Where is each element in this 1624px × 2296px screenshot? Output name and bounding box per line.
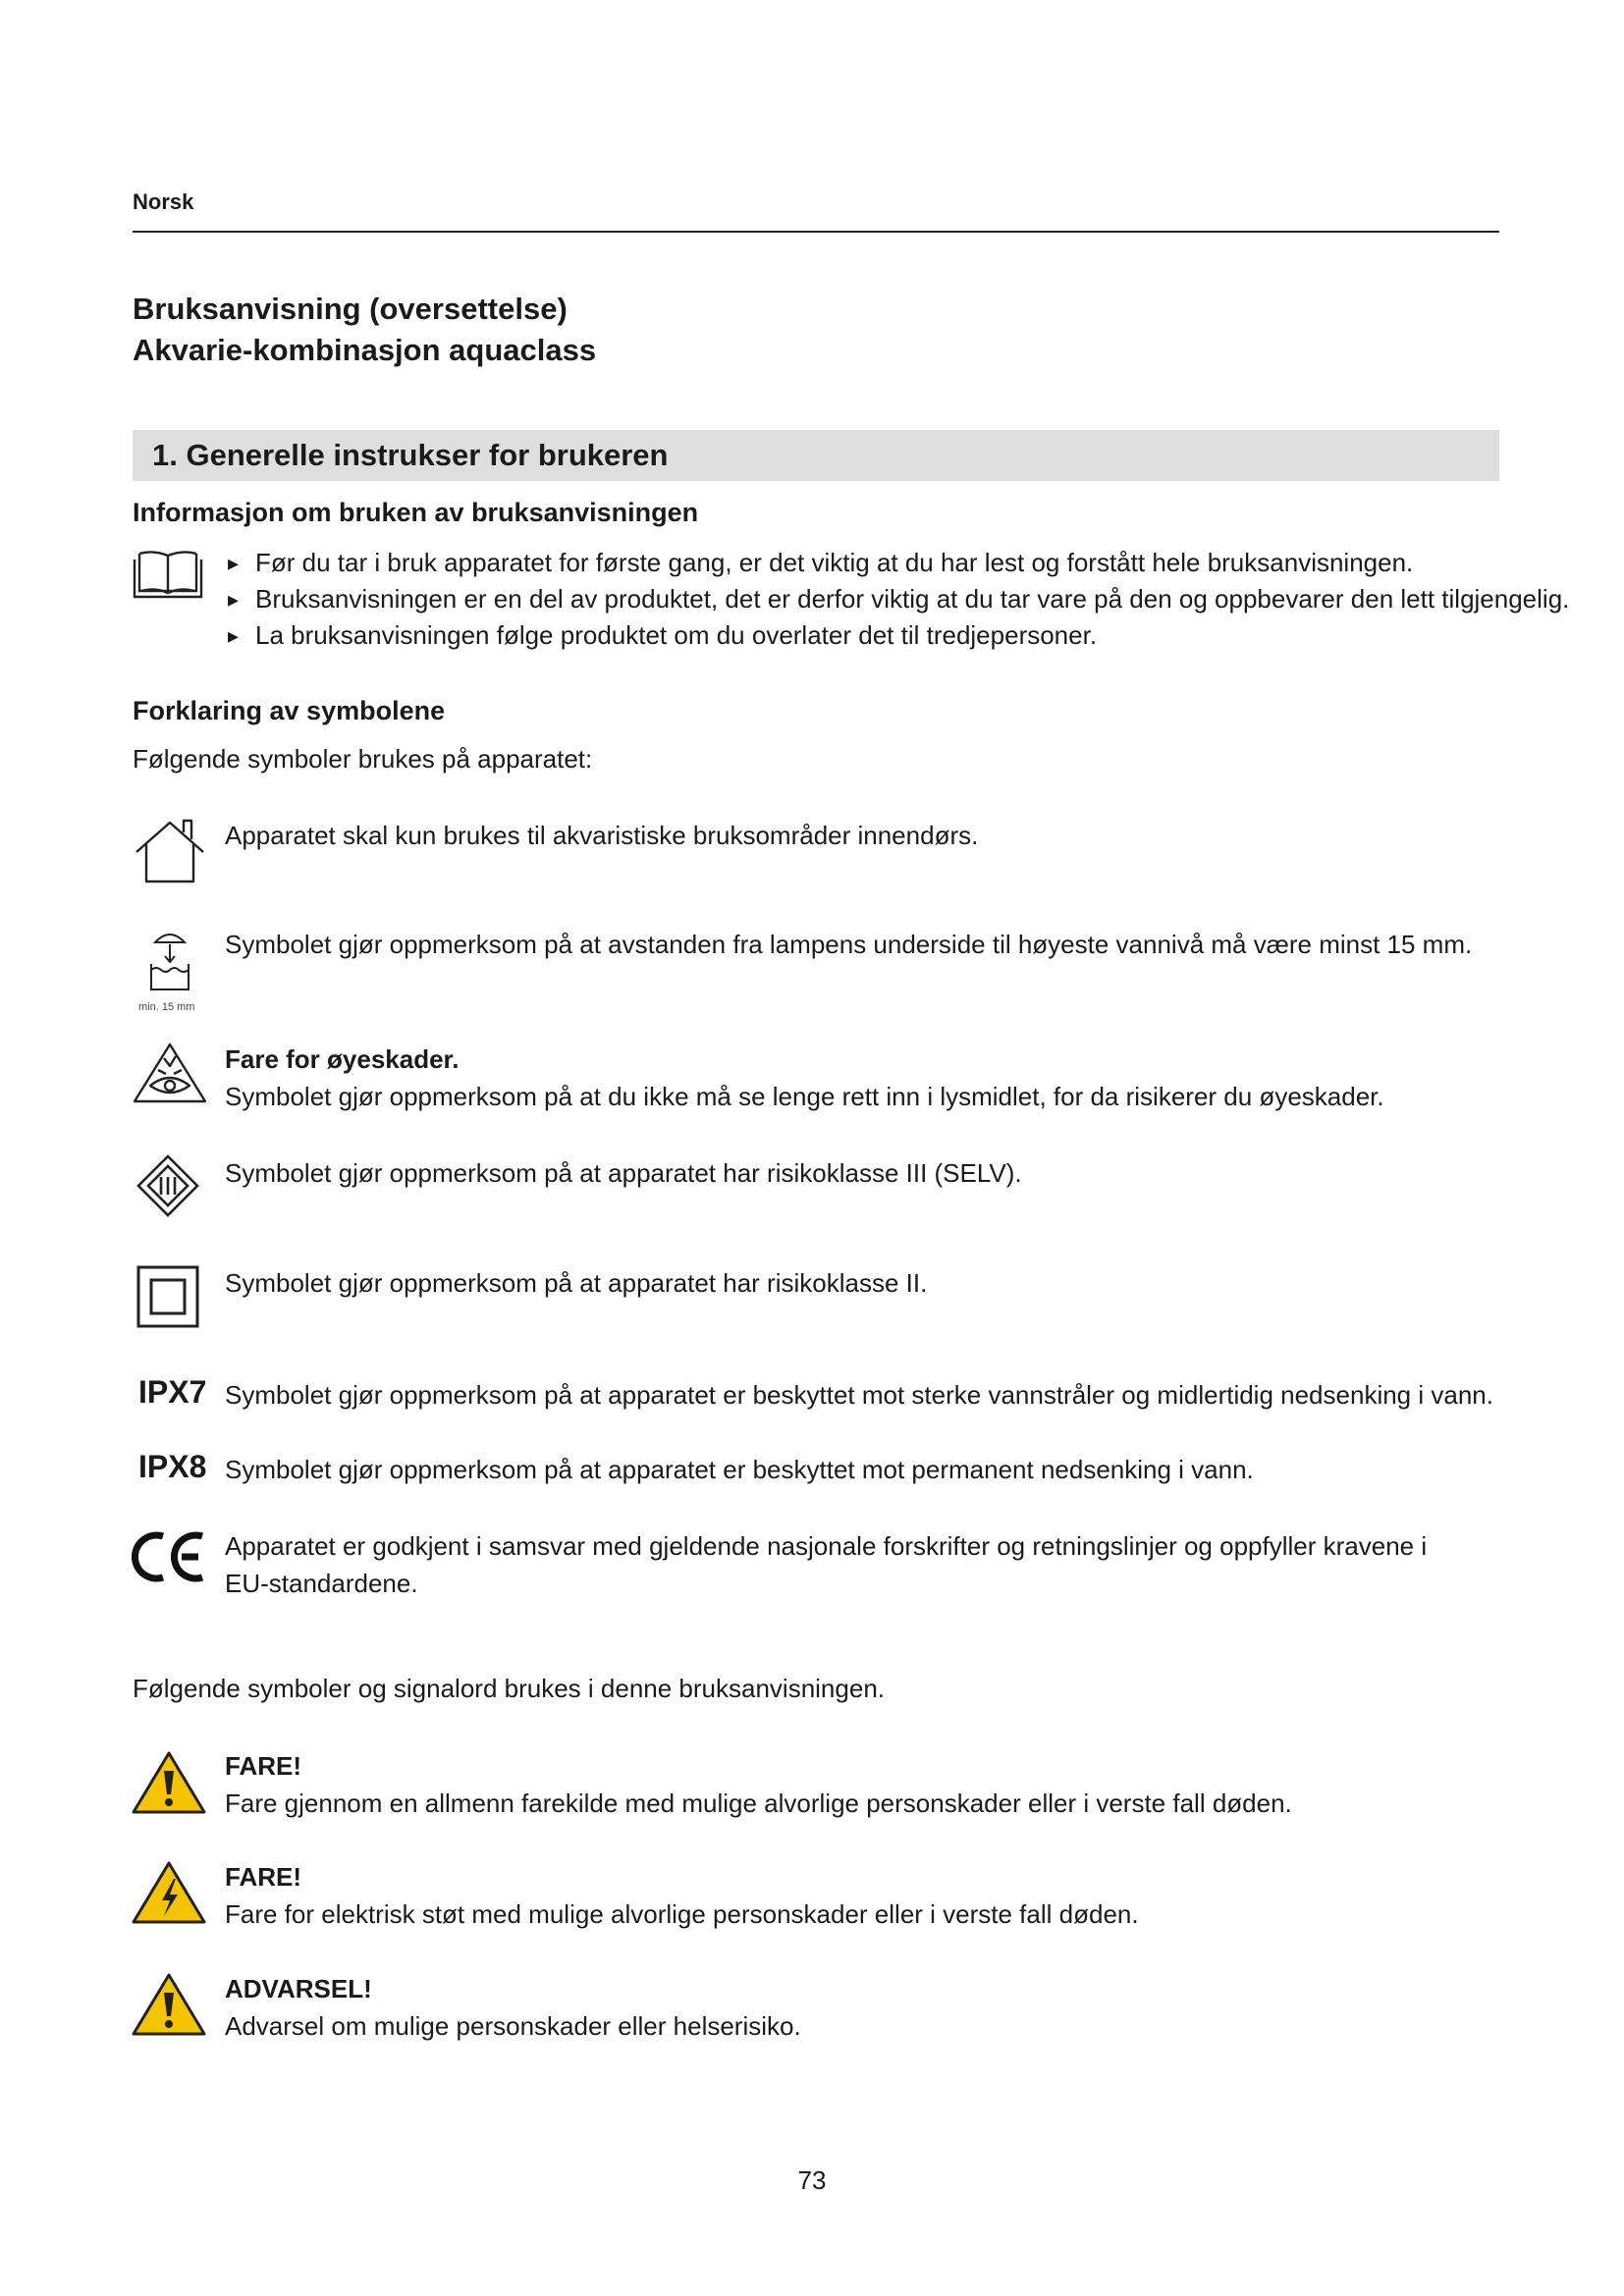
indoor-house-icon [133,817,207,885]
lamp-distance-icon-label: min. 15 mm [138,1001,195,1013]
symbol-desc-ce-line2: EU-standardene. [225,1569,418,1598]
symbols-heading: Forklaring av symbolene [133,696,446,725]
symbol-text-ipx7: Symbolet gjør oppmerksom på at apparatet er beskyttet mot sterke vannstråler og midlertidig nedsenking i vann. [225,1380,1493,1410]
ipx8-icon: IPX8 [138,1449,207,1484]
list-item: ▸ Bruksanvisningen er en del av produktet, det er derfor viktig at du tar vare på den og oppbevarer den lett tilgjengelig. [228,581,1569,617]
list-item: ▸ La bruksanvisningen følge produktet om du overlater det til tredjepersoner. [228,617,1569,654]
signal-title: FARE! [225,1862,301,1892]
signal-desc: Advarsel om mulige personskader eller helserisiko. [225,2011,801,2041]
title-line-2: Akvarie-kombinasjon aquaclass [133,333,597,367]
class-ii-icon [135,1264,200,1329]
document-title [133,289,596,371]
signal-title: ADVARSEL! [225,1974,372,2003]
symbol-text-ce [225,1527,1427,1602]
symbol-desc-eye-hazard: Symbolet gjør oppmerksom på at du ikke må se lenge rett inn i lysmidlet, for da risikerer du øyeskader. [225,1082,1384,1111]
symbols-intro: Følgende symboler brukes på apparatet: [133,744,593,774]
symbol-text-class-iii: Symbolet gjør oppmerksom på at apparatet har risikoklasse III (SELV). [225,1158,1022,1188]
class-iii-icon [135,1153,200,1218]
section-heading: 1. Generelle instrukser for brukeren [152,438,669,472]
info-heading: Informasjon om bruken av bruksanvisningen [133,498,699,527]
symbol-text-eye-hazard [225,1041,1384,1115]
signal-text-danger-general [225,1747,1292,1822]
symbol-desc-ce-line1: Apparatet er godkjent i samsvar med gjeldende nasjonale forskrifter og retningslinjer og oppfyller kravene i [225,1531,1428,1561]
symbol-title-eye-hazard: Fare for øyeskader. [225,1044,460,1074]
eye-hazard-icon [131,1041,209,1105]
signal-intro: Følgende symboler og signalord brukes i denne bruksanvisningen. [133,1674,885,1703]
header-rule [133,231,1499,233]
signal-desc: Fare for elektrisk støt med mulige alvorlige personskader eller i verste fall døden. [225,1899,1139,1929]
symbol-text-indoor: Apparatet skal kun brukes til akvaristiske bruksområder innendørs. [225,821,979,850]
book-icon [132,548,204,601]
page-number: 73 [797,2165,827,2195]
list-item: ▸ Før du tar i bruk apparatet for første gang, er det viktig at du har lest og forstått hele bruksanvisningen. [228,545,1569,581]
warning-exclamation-icon [131,1971,207,2038]
lamp-distance-icon [147,929,192,997]
warning-exclamation-icon [131,1749,207,1816]
signal-desc: Fare gjennom en allmenn farekilde med mulige alvorlige personskader eller i verste fall døden. [225,1789,1292,1818]
ce-mark-icon [130,1529,208,1584]
header-language: Norsk [133,189,194,214]
info-bullet-list [228,545,1569,654]
electric-shock-icon [131,1859,207,1926]
symbol-text-ipx8: Symbolet gjør oppmerksom på at apparatet er beskyttet mot permanent nedsenking i vann. [225,1455,1254,1484]
symbol-text-lamp-distance: Symbolet gjør oppmerksom på at avstanden fra lampens underside til høyeste vannivå må være minst 15 mm. [225,930,1473,959]
signal-title: FARE! [225,1751,301,1781]
symbol-text-class-ii: Symbolet gjør oppmerksom på at apparatet har risikoklasse II. [225,1268,928,1298]
section-heading-bar [133,430,1499,481]
signal-text-warning [225,1970,801,2045]
signal-text-danger-electric [225,1858,1139,1933]
title-line-1: Bruksanvisning (oversettelse) [133,292,568,326]
ipx7-icon: IPX7 [138,1374,207,1410]
